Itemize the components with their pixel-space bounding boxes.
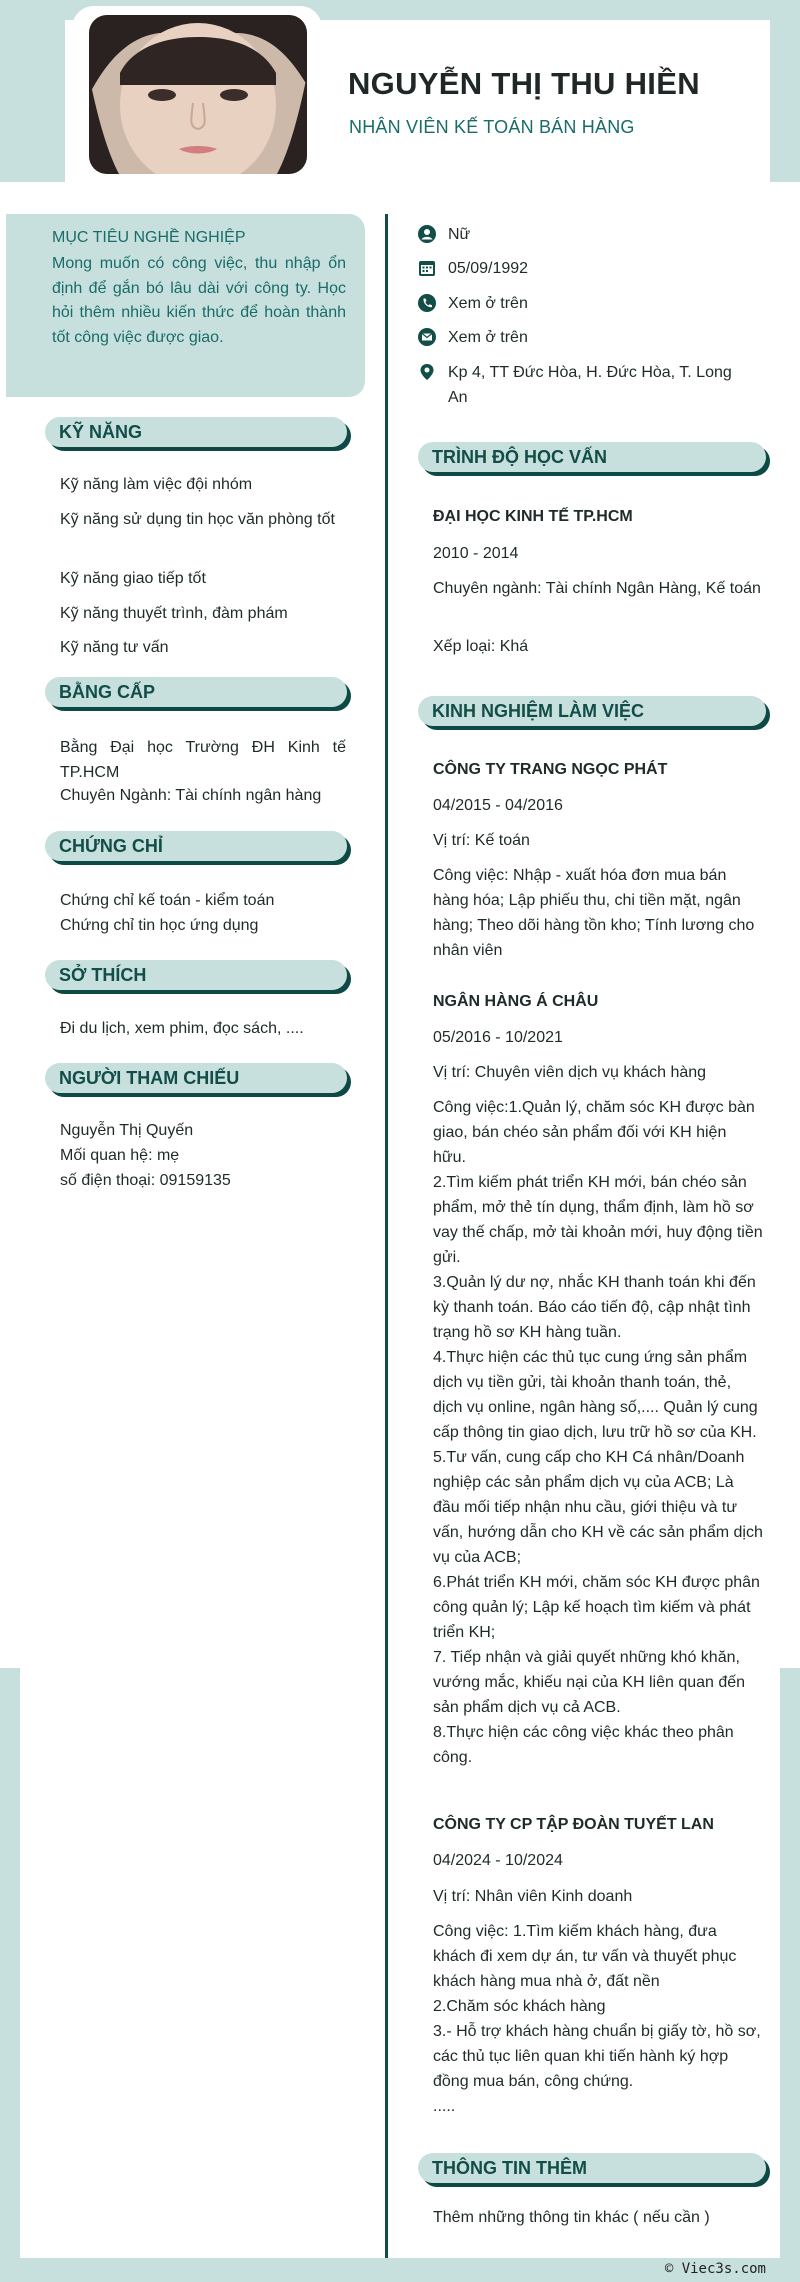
- certificates-heading: CHỨNG CHỈ: [45, 831, 347, 861]
- job-description: Công việc:1.Quản lý, chăm sóc KH được bàn giao, bán chéo sản phẩm đối với KH hiện hữu. 2.Tìm kiếm phát triển KH mới, bán chéo sản phẩm, mở thẻ tín dụng, thẩm định, làm hồ sơ vay thế chấp, mở tài khoản mới, huy động tiền gửi. 3.Quản lý dư nợ, nhắc KH thanh toán khi đến kỳ thanh toán. Báo cáo tiến độ, cập nhật tình trạng hồ sơ KH hàng tuần. 4.Thực hiện các thủ tục cung ứng sản phẩm dịch vụ tiền gửi, tài khoản thanh toán, thẻ, dịch vụ online, ngân hàng số,.... Quản lý cung cấp thông tin giao dịch, lưu trữ hồ sơ của KH. 5.Tư vấn, cung cấp cho KH Cá nhân/Doanh nghiệp các sản phẩm dịch vụ của ACB; Là đầu mối tiếp nhận nhu cầu, giới thiệu và tư vấn, hướng dẫn cho KH về các sản phẩm dịch vụ của ACB; 6.Phát triển KH mới, chăm sóc KH được phân công quản lý; Lập kế hoạch tìm kiếm và phát triển KH; 7. Tiếp nhận và giải quyết những khó khăn, vướng mắc, khiếu nại của KH liên quan đến sản phẩm dịch vụ cả ACB. 8.Thực hiện các công việc khác theo phân công.: [433, 1099, 763, 1766]
- skill-item: Kỹ năng sử dụng tin học văn phòng tốt: [60, 511, 335, 528]
- hobbies-heading: SỞ THÍCH: [45, 960, 347, 990]
- degrees-heading: BẰNG CẤP: [45, 677, 347, 707]
- job-title: NHÂN VIÊN KẾ TOÁN BÁN HÀNG: [349, 117, 635, 137]
- certificate-line: Chứng chỉ tin học ứng dụng: [60, 917, 259, 934]
- calendar-icon: [418, 259, 436, 277]
- objective-title: MỤC TIÊU NGHỀ NGHIỆP: [52, 229, 246, 246]
- skill-item: Kỹ năng làm việc đội nhóm: [60, 476, 253, 493]
- candidate-name: NGUYỄN THỊ THU HIỀN: [348, 66, 700, 101]
- skills-heading: KỸ NĂNG: [45, 417, 347, 447]
- job-position: Vị trí: Chuyên viên dịch vụ khách hàng: [433, 1064, 707, 1081]
- reference-line: số điện thoại: 09159135: [60, 1172, 231, 1189]
- education-years: 2010 - 2014: [433, 545, 519, 562]
- left-edge-band: [0, 1668, 20, 2282]
- user-icon: [418, 225, 436, 243]
- birthday-value: 05/09/1992: [448, 260, 529, 277]
- email-icon: [418, 328, 436, 346]
- copyright-text: © Viec3s.com: [664, 2261, 766, 2277]
- education-heading: TRÌNH ĐỘ HỌC VẤN: [418, 442, 766, 472]
- skill-item: Kỹ năng tư vấn: [60, 639, 169, 656]
- job-company: NGÂN HÀNG Á CHÂU: [433, 993, 599, 1010]
- school-name: ĐẠI HỌC KINH TẾ TP.HCM: [433, 508, 633, 525]
- column-divider: [385, 214, 388, 2258]
- job-position: Vị trí: Nhân viên Kinh doanh: [433, 1888, 633, 1905]
- education-major: Chuyên ngành: Tài chính Ngân Hàng, Kế toán: [433, 580, 761, 597]
- email-value: Xem ở trên: [448, 329, 528, 346]
- gender-value: Nữ: [448, 226, 471, 243]
- objective-text: Mong muốn có công việc, thu nhập ổn định để gắn bó lâu dài với công ty. Học hỏi thêm nhiều kiến thức để hoàn thành tốt công việc được giao.: [52, 255, 346, 346]
- degree-line: Chuyên Ngành: Tài chính ngân hàng: [60, 787, 322, 804]
- certificate-line: Chứng chỉ kế toán - kiểm toán: [60, 892, 275, 909]
- phone-icon: [418, 294, 436, 312]
- reference-line: Nguyễn Thị Quyến: [60, 1122, 194, 1139]
- job-period: 04/2024 - 10/2024: [433, 1852, 563, 1869]
- phone-value: Xem ở trên: [448, 295, 528, 312]
- experience-heading: KINH NGHIỆM LÀM VIỆC: [418, 696, 766, 726]
- degree-line: Bằng Đại học Trường ĐH Kinh tế TP.HCM: [60, 739, 346, 781]
- job-period: 04/2015 - 04/2016: [433, 797, 563, 814]
- location-icon: [418, 363, 436, 381]
- education-grade: Xếp loại: Khá: [433, 638, 529, 655]
- reference-line: Mối quan hệ: mẹ: [60, 1147, 180, 1164]
- references-heading: NGƯỜI THAM CHIẾU: [45, 1063, 347, 1093]
- address-value: Kp 4, TT Đức Hòa, H. Đức Hòa, T. Long An: [448, 364, 732, 406]
- portrait-photo: [89, 15, 307, 174]
- job-description: Công việc: Nhập - xuất hóa đơn mua bán hàng hóa; Lập phiếu thu, chi tiền mặt, ngân hàng; Theo dõi hàng tồn kho; Tính lương cho nhân viên: [433, 867, 755, 959]
- additional-heading: THÔNG TIN THÊM: [418, 2153, 766, 2183]
- job-description: Công việc: 1.Tìm kiếm khách hàng, đưa khách đi xem dự án, tư vấn và thuyết phục khách hàng mua nhà ở, đất nền 2.Chăm sóc khách hàng 3.- Hỗ trợ khách hàng chuẩn bị giấy tờ, hồ sơ, các thủ tục liên quan khi tiến hành ký hợp đồng mua bán, công chứng. .....: [433, 1923, 761, 2115]
- hobbies-text: Đi du lịch, xem phim, đọc sách, ....: [60, 1020, 304, 1037]
- additional-text: Thêm những thông tin khác ( nếu cần ): [433, 2209, 710, 2226]
- job-company: CÔNG TY TRANG NGỌC PHÁT: [433, 761, 668, 778]
- job-position: Vị trí: Kế toán: [433, 832, 530, 849]
- skill-item: Kỹ năng thuyết trình, đàm phám: [60, 605, 288, 622]
- job-company: CÔNG TY CP TẬP ĐOÀN TUYẾT LAN: [433, 1816, 714, 1833]
- skill-item: Kỹ năng giao tiếp tốt: [60, 570, 206, 587]
- job-period: 05/2016 - 10/2021: [433, 1029, 563, 1046]
- right-edge-band: [780, 1668, 800, 2282]
